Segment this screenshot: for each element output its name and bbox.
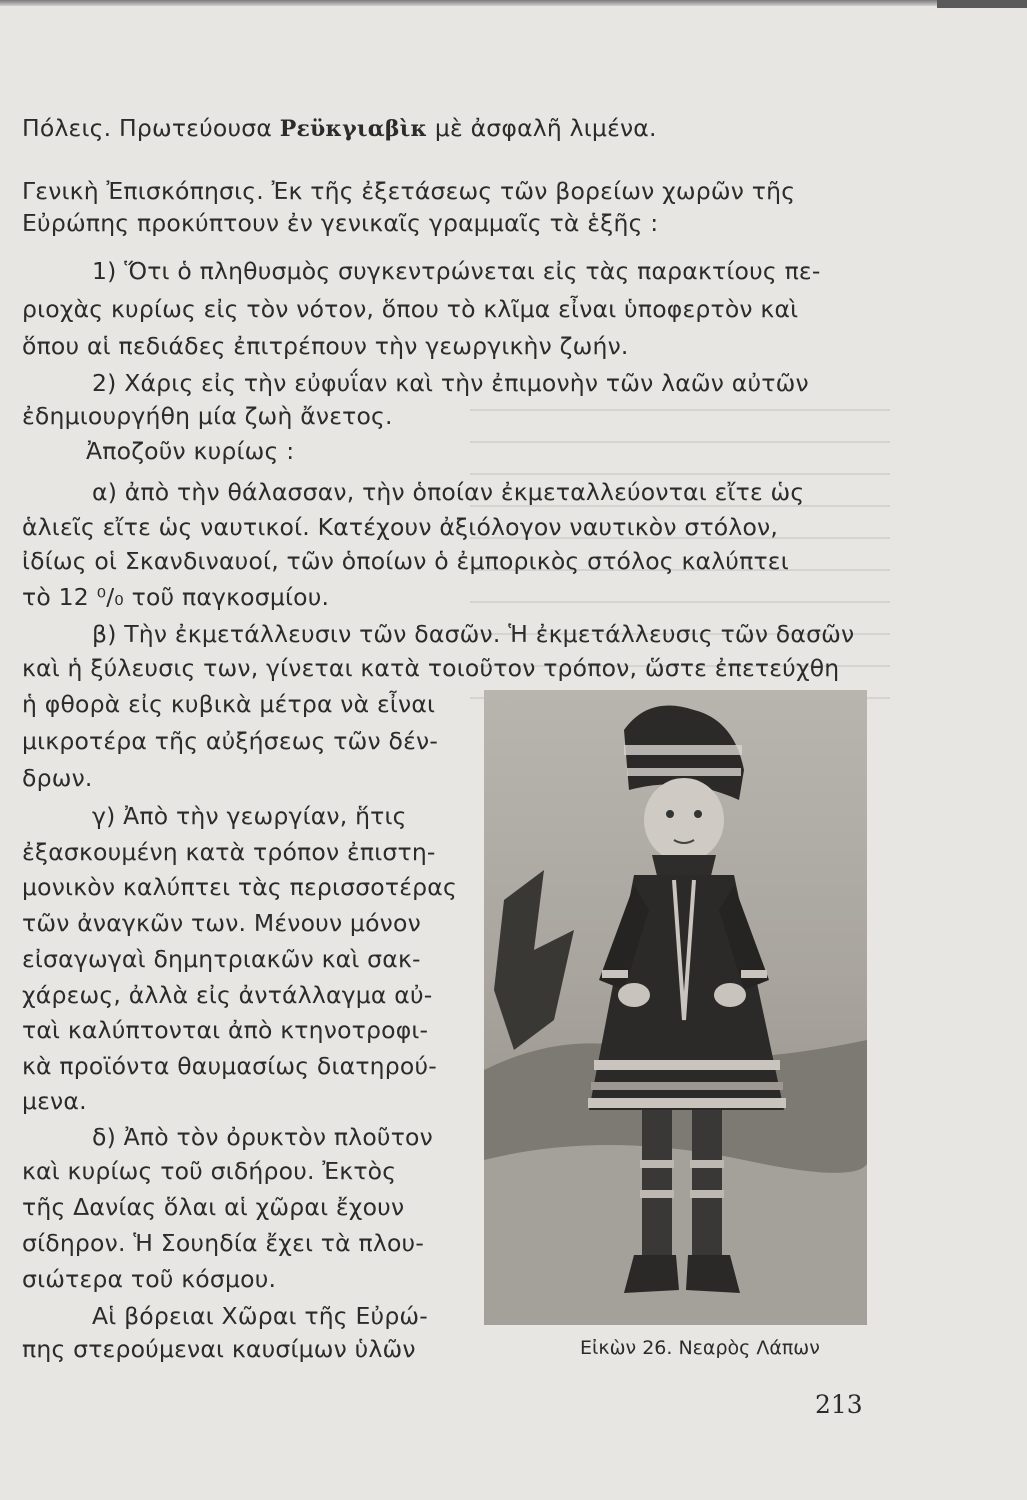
text-line: β) Τὴν ἐκμετάλλευσιν τῶν δασῶν. Ἡ ἐκμετάλλευσις τῶν δασῶν [92, 620, 855, 648]
text-line: τῆς Δανίας ὅλαι αἱ χῶραι ἔχουν [22, 1193, 405, 1221]
text-line: 2) Χάρις εἰς τὴν εὐφυΐαν καὶ τὴν ἐπιμονὴν τῶν λαῶν αὐτῶν [92, 369, 809, 397]
text-line: σιώτερα τοῦ κόσμου. [22, 1265, 277, 1293]
text-line: α) ἀπὸ τὴν θάλασσαν, τὴν ὁποίαν ἐκμεταλλεύονται εἴτε ὡς [92, 478, 805, 506]
text-line: κὰ προϊόντα θαυμασίως διατηρού- [22, 1052, 437, 1080]
text-line: ὅπου αἱ πεδιάδες ἐπιτρέπουν τὴν γεωργικὴν ζωήν. [22, 332, 629, 360]
text-line: μονικὸν καλύπτει τὰς περισσοτέρας [22, 873, 457, 901]
text-span: Πρωτεύουσα [118, 114, 273, 142]
text-line: πης στερούμεναι καυσίμων ὑλῶν [22, 1335, 416, 1363]
text-line: χάρεως, ἀλλὰ εἰς ἀντάλλαγμα αὐ- [22, 981, 433, 1009]
text-line: Αἱ βόρειαι Χῶραι τῆς Εὐρώ- [92, 1302, 428, 1330]
text-line: δ) Ἀπὸ τὸν ὀρυκτὸν πλοῦτον [92, 1123, 433, 1151]
text-span: μὲ ἀσφαλῆ λιμένα. [434, 114, 657, 142]
text-line: ἁλιεῖς εἴτε ὡς ναυτικοί. Κατέχουν ἀξιόλογον ναυτικὸν στόλον, [22, 513, 779, 541]
photo-young-lapp [484, 690, 867, 1325]
text-line: σίδηρον. Ἡ Σουηδία ἔχει τὰ πλου- [22, 1229, 425, 1257]
scan-top-tab [937, 0, 1027, 8]
text-line: τὸ 12 ⁰/₀ τοῦ παγκοσμίου. [22, 583, 330, 611]
text-line: ριοχὰς κυρίως εἰς τὸν νότον, ὅπου τὸ κλῖμα εἶναι ὑποφερτὸν καὶ [22, 295, 799, 323]
text-line: Ἀποζοῦν κυρίως : [86, 437, 295, 465]
scan-top-edge [0, 0, 1027, 6]
text-line: καὶ κυρίως τοῦ σιδήρου. Ἐκτὸς [22, 1157, 397, 1185]
text-line: ἡ φθορὰ εἰς κυβικὰ μέτρα νὰ εἶναι [22, 690, 436, 718]
text-line: γ) Ἀπὸ τὴν γεωργίαν, ἥτις [92, 802, 407, 830]
figure-caption: Εἰκὼν 26. Νεαρὸς Λάπων [580, 1337, 820, 1359]
section-heading-cities: Πόλεις. [22, 114, 112, 142]
text-line: ἐδημιουργήθη μία ζωὴ ἄνετος. [22, 402, 393, 430]
page-number: 213 [815, 1390, 863, 1419]
section-heading-overview: Γενικὴ Ἐπισκόπησις. [22, 177, 264, 205]
text-line: ἐξασκουμένη κατὰ τρόπον ἐπιστη- [22, 838, 436, 866]
text-line: 1) Ὅτι ὁ πληθυσμὸς συγκεντρώνεται εἰς τὰς παρακτίους πε- [92, 257, 821, 285]
city-name-reykjavik: Ρεϋκγιαβὶκ [279, 116, 428, 142]
photo-illustration [484, 690, 867, 1325]
text-line: τῶν ἀναγκῶν των. Μένουν μόνον [22, 909, 421, 937]
text-line: Εὐρώπης προκύπτουν ἐν γενικαῖς γραμμαῖς τὰ ἑξῆς : [22, 209, 659, 237]
text-line-1 [22, 113, 657, 144]
text-line: ἰδίως οἱ Σκανδιναυοί, τῶν ὁποίων ὁ ἐμπορικὸς στόλος καλύπτει [22, 547, 789, 575]
text-line: εἰσαγωγαὶ δημητριακῶν καὶ σακ- [22, 945, 421, 973]
text-line: μενα. [22, 1087, 87, 1115]
text-line: μικροτέρα τῆς αὐξήσεως τῶν δέν- [22, 727, 439, 755]
text-line: ταὶ καλύπτονται ἀπὸ κτηνοτροφι- [22, 1016, 429, 1044]
text-line: καὶ ἡ ξύλευσις των, γίνεται κατὰ τοιοῦτον τρόπον, ὥστε ἐπετεύχθη [22, 654, 840, 682]
text-line: δρων. [22, 764, 93, 792]
text-line-2 [22, 176, 795, 206]
text-span: Ἐκ τῆς ἐξετάσεως τῶν βορείων χωρῶν τῆς [271, 177, 796, 205]
